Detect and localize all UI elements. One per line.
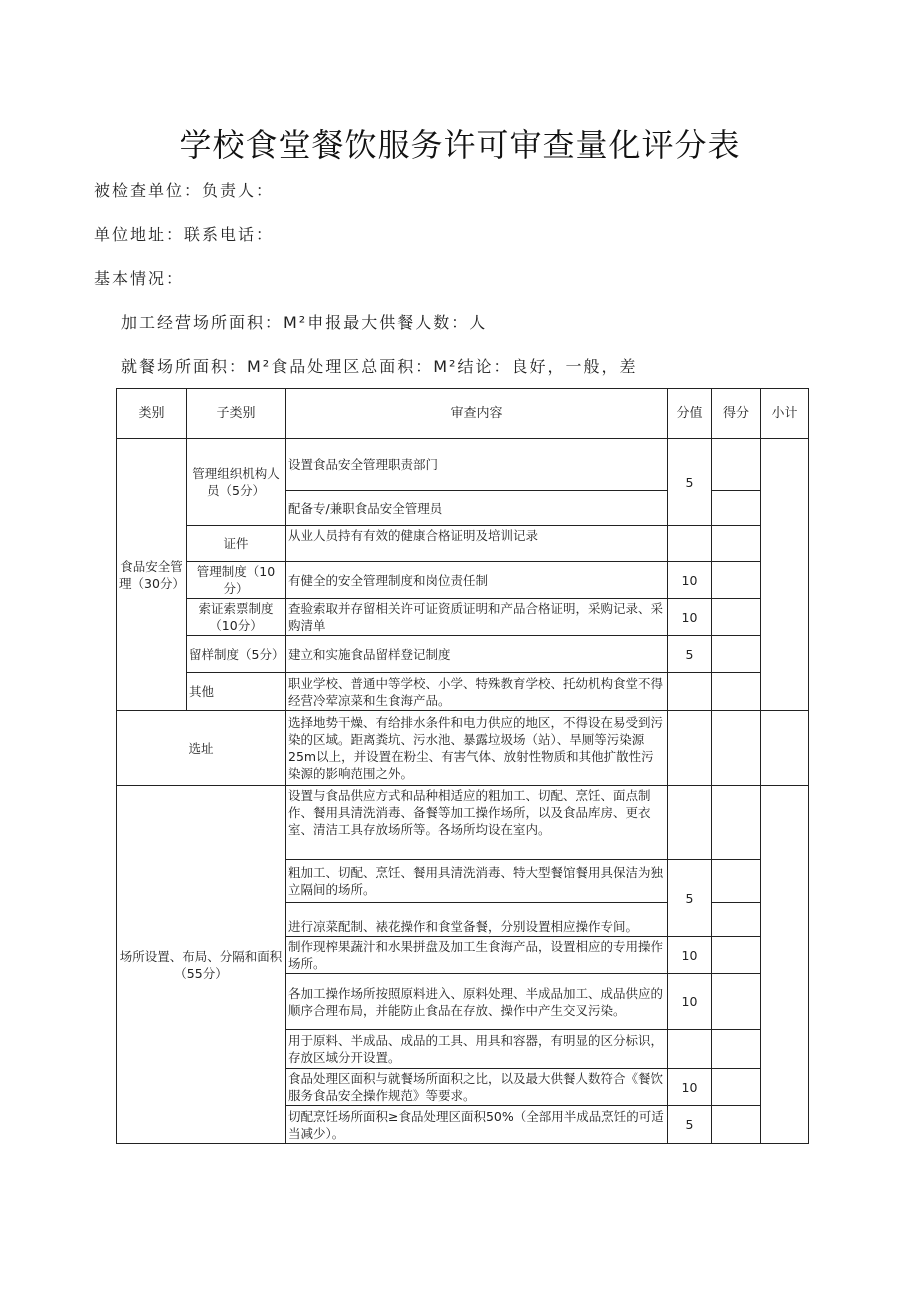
content-cell: 食品处理区面积与就餐场所面积之比，以及最大供餐人数符合《餐饮服务食品安全操作规范》等要求。 bbox=[286, 1069, 668, 1106]
content-cell: 查验索取并存留相关许可证资质证明和产品合格证明，采购记录、采购清单 bbox=[286, 599, 668, 636]
got-cell[interactable] bbox=[712, 974, 761, 1030]
got-cell[interactable] bbox=[712, 1069, 761, 1106]
content-cell: 粗加工、切配、烹饪、餐用具清洗消毒、特大型餐馆餐用具保洁为独立隔间的场所。 bbox=[286, 860, 668, 903]
got-cell[interactable] bbox=[712, 636, 761, 673]
content-cell: 制作现榨果蔬汁和水果拼盘及加工生食海产品，设置相应的专用操作场所。 bbox=[286, 937, 668, 974]
sub-org: 管理组织机构人员（5分） bbox=[187, 439, 286, 526]
got-cell[interactable] bbox=[712, 526, 761, 562]
content-cell: 各加工操作场所按照原料进入、原料处理、半成品加工、成品供应的顺序合理布局，并能防止食品在存放、操作中产生交叉污染。 bbox=[286, 974, 668, 1030]
sub-system: 管理制度（10分） bbox=[187, 562, 286, 599]
inspected-unit-line: 被检查单位：负责人： bbox=[94, 181, 275, 200]
header-score: 分值 bbox=[668, 389, 712, 439]
category-layout: 场所设置、布局、分隔和面积（55分） bbox=[117, 786, 286, 1144]
sub-ticket: 索证索票制度（10分） bbox=[187, 599, 286, 636]
score-cell: 10 bbox=[668, 974, 712, 1030]
got-cell[interactable] bbox=[712, 903, 761, 937]
table-row bbox=[117, 711, 809, 786]
score-cell: 10 bbox=[668, 937, 712, 974]
header-category: 类别 bbox=[117, 389, 187, 439]
got-cell[interactable] bbox=[712, 786, 761, 860]
got-cell[interactable] bbox=[712, 439, 761, 491]
table-row bbox=[117, 786, 809, 860]
content-cell: 进行凉菜配制、裱花操作和食堂备餐，分别设置相应操作专间。 bbox=[286, 903, 668, 937]
sub-sample: 留样制度（5分） bbox=[187, 636, 286, 673]
content-cell: 建立和实施食品留样登记制度 bbox=[286, 636, 668, 673]
content-cell: 选择地势干燥、有给排水条件和电力供应的地区，不得设在易受到污染的区域。距离粪坑、污水池、暴露垃圾场（站）、旱厕等污染源25m以上，并设置在粉尘、有害气体、放射性物质和其他扩散性污染源的影响范围之外。 bbox=[286, 711, 668, 786]
table-row bbox=[117, 439, 809, 491]
got-cell[interactable] bbox=[712, 1030, 761, 1069]
got-cell[interactable] bbox=[712, 711, 761, 786]
score-cell bbox=[668, 526, 712, 562]
score-cell: 5 bbox=[668, 860, 712, 937]
subtotal-cell[interactable] bbox=[761, 786, 809, 1144]
page-title: 学校食堂餐饮服务许可审查量化评分表 bbox=[179, 126, 741, 164]
subtotal-cell[interactable] bbox=[761, 439, 809, 711]
header-subcategory: 子类别 bbox=[187, 389, 286, 439]
operation-area-line: 加工经营场所面积：M²申报最大供餐人数：人 bbox=[121, 313, 488, 332]
content-cell: 设置与食品供应方式和品种相适应的粗加工、切配、烹饪、面点制作、餐用具清洗消毒、备餐等加工操作场所，以及食品库房、更衣室、清洁工具存放场所等。各场所均设在室内。 bbox=[286, 786, 668, 860]
score-cell: 10 bbox=[668, 562, 712, 599]
table-row bbox=[117, 526, 809, 562]
got-cell[interactable] bbox=[712, 673, 761, 711]
score-cell: 5 bbox=[668, 636, 712, 673]
content-cell: 用于原料、半成品、成品的工具、用具和容器，有明显的区分标识，存放区域分开设置。 bbox=[286, 1030, 668, 1069]
score-cell: 10 bbox=[668, 599, 712, 636]
got-cell[interactable] bbox=[712, 937, 761, 974]
score-cell: 10 bbox=[668, 1069, 712, 1106]
sub-other: 其他 bbox=[187, 673, 286, 711]
header-subtotal: 小计 bbox=[761, 389, 809, 439]
score-cell: 5 bbox=[668, 439, 712, 526]
got-cell[interactable] bbox=[712, 860, 761, 903]
table-row bbox=[117, 562, 809, 599]
score-cell bbox=[668, 673, 712, 711]
got-cell[interactable] bbox=[712, 562, 761, 599]
sub-cert: 证件 bbox=[187, 526, 286, 562]
table-row bbox=[117, 636, 809, 673]
scoring-table bbox=[116, 388, 809, 1144]
got-cell[interactable] bbox=[712, 1106, 761, 1144]
content-cell: 配备专/兼职食品安全管理员 bbox=[286, 491, 668, 526]
table-header-row bbox=[117, 389, 809, 439]
subtotal-cell[interactable] bbox=[761, 711, 809, 786]
content-cell: 切配烹饪场所面积≥食品处理区面积50%（全部用半成品烹饪的可适当减少）。 bbox=[286, 1106, 668, 1144]
content-cell: 从业人员持有有效的健康合格证明及培训记录 bbox=[286, 526, 668, 562]
header-content: 审查内容 bbox=[286, 389, 668, 439]
score-cell bbox=[668, 786, 712, 860]
content-cell: 有健全的安全管理制度和岗位责任制 bbox=[286, 562, 668, 599]
category-food-safety: 食品安全管理（30分） bbox=[117, 439, 187, 711]
table-row bbox=[117, 673, 809, 711]
header-got: 得分 bbox=[712, 389, 761, 439]
got-cell[interactable] bbox=[712, 491, 761, 526]
score-cell: 5 bbox=[668, 1106, 712, 1144]
score-cell bbox=[668, 1030, 712, 1069]
dining-area-line: 就餐场所面积：M²食品处理区总面积：M²结论：良好，一般，差 bbox=[121, 357, 638, 376]
score-cell bbox=[668, 711, 712, 786]
content-cell: 职业学校、普通中等学校、小学、特殊教育学校、托幼机构食堂不得经营冷荤凉菜和生食海产品。 bbox=[286, 673, 668, 711]
table-row bbox=[117, 599, 809, 636]
basic-info-label: 基本情况： bbox=[94, 269, 185, 288]
content-cell: 设置食品安全管理职责部门 bbox=[286, 439, 668, 491]
address-line: 单位地址：联系电话： bbox=[94, 225, 275, 244]
got-cell[interactable] bbox=[712, 599, 761, 636]
category-site: 选址 bbox=[117, 711, 286, 786]
